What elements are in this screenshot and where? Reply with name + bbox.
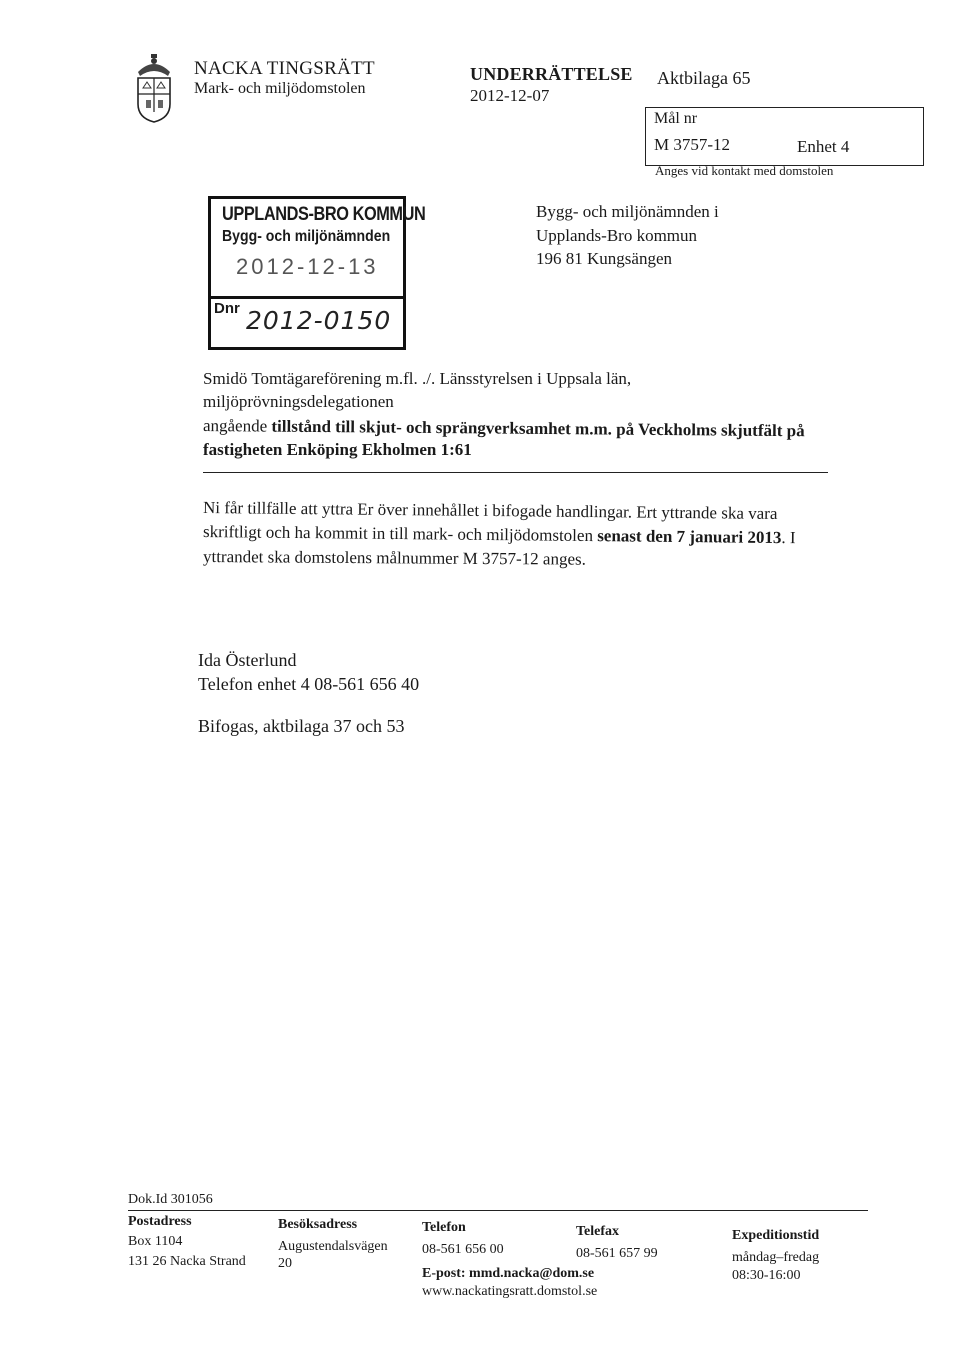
- subject-matter: [203, 416, 805, 441]
- recipient-line-3: 196 81 Kungsängen: [536, 249, 672, 268]
- court-crest-logo: [132, 52, 176, 124]
- body-line-2-suffix: . I: [781, 528, 796, 548]
- footer-fax-heading: Telefax: [576, 1224, 620, 1239]
- stamp-dnr-handwritten: 2012-0150: [246, 306, 392, 335]
- document-type: UNDERRÄTTELSE: [470, 64, 633, 84]
- document-date: 2012-12-07: [470, 86, 550, 105]
- footer-postal-heading: Postadress: [128, 1214, 192, 1229]
- body-deadline: senast den 7 januari 2013: [597, 526, 782, 548]
- footer-hours-time: 08:30-16:00: [732, 1268, 801, 1283]
- footer-visit-number: 20: [278, 1256, 292, 1271]
- subject-rule: [203, 472, 828, 473]
- footer-hours-heading: Expeditionstid: [732, 1228, 820, 1243]
- footer-phone-heading: Telefon: [422, 1220, 466, 1235]
- enclosure-note: Bifogas, aktbilaga 37 och 53: [198, 716, 405, 736]
- stamp-dnr-label: Dnr: [214, 300, 240, 317]
- footer-visit-street: Augustendalsvägen: [278, 1239, 388, 1254]
- subject-authority: miljöprövningsdelegationen: [203, 392, 394, 411]
- aktbilaga-number: Aktbilaga 65: [657, 68, 751, 88]
- body-line-3: yttrandet ska domstolens målnummer M 3757-12 anges.: [202, 547, 586, 569]
- stamp-department: Bygg- och miljönämnden: [222, 228, 391, 245]
- signature-phone: Telefon enhet 4 08-561 656 40: [198, 674, 420, 694]
- stamp-divider: [208, 296, 406, 299]
- footer-hours-days: måndag–fredag: [732, 1250, 820, 1265]
- case-label: Mål nr: [654, 110, 698, 127]
- body-line-2: [203, 522, 796, 548]
- subject-parties: Smidö Tomtägareförening m.fl. ./. Länsstyrelsen i Uppsala län,: [203, 369, 632, 388]
- case-note: Anges vid kontakt med domstolen: [655, 163, 834, 178]
- subject-matter-bold: tillstånd till skjut- och sprängverksamhet m.m. på Veckholms skjutfält på: [271, 416, 805, 441]
- body-line-2-prefix: skriftligt och ha kommit in till mark- och miljödomstolen: [202, 522, 598, 546]
- footer-website: www.nackatingsratt.domstol.se: [422, 1284, 598, 1299]
- stamp-date: 2012-12-13: [236, 254, 379, 279]
- subject-property: fastigheten Enköping Ekholmen 1:61: [203, 440, 472, 459]
- signature-name: Ida Österlund: [198, 650, 297, 670]
- court-department: Mark- och miljödomstolen: [194, 80, 366, 97]
- subject-matter-prefix: angående: [202, 416, 272, 436]
- footer-visit-heading: Besöksadress: [278, 1217, 358, 1232]
- footer-rule: [128, 1210, 868, 1211]
- case-unit: Enhet 4: [797, 137, 850, 156]
- recipient-line-2: Upplands-Bro kommun: [536, 226, 698, 245]
- court-name: NACKA TINGSRÄTT: [194, 58, 375, 79]
- footer-fax-number: 08-561 657 99: [576, 1246, 658, 1261]
- footer-phone-number: 08-561 656 00: [422, 1242, 504, 1257]
- recipient-line-1: Bygg- och miljönämnden i: [536, 202, 719, 221]
- stamp-municipality: UPPLANDS-BRO KOMMUN: [222, 204, 426, 225]
- body-line-1: Ni får tillfälle att yttra Er över innehållet i bifogade handlingar. Ert yttrande ska vara: [202, 498, 778, 524]
- case-number: M 3757-12: [654, 135, 731, 154]
- footer-postal-box: Box 1104: [128, 1234, 183, 1249]
- footer-email: E-post: mmd.nacka@dom.se: [422, 1266, 595, 1281]
- document-id: Dok.Id 301056: [128, 1192, 213, 1207]
- footer-postal-city: 131 26 Nacka Strand: [128, 1254, 246, 1269]
